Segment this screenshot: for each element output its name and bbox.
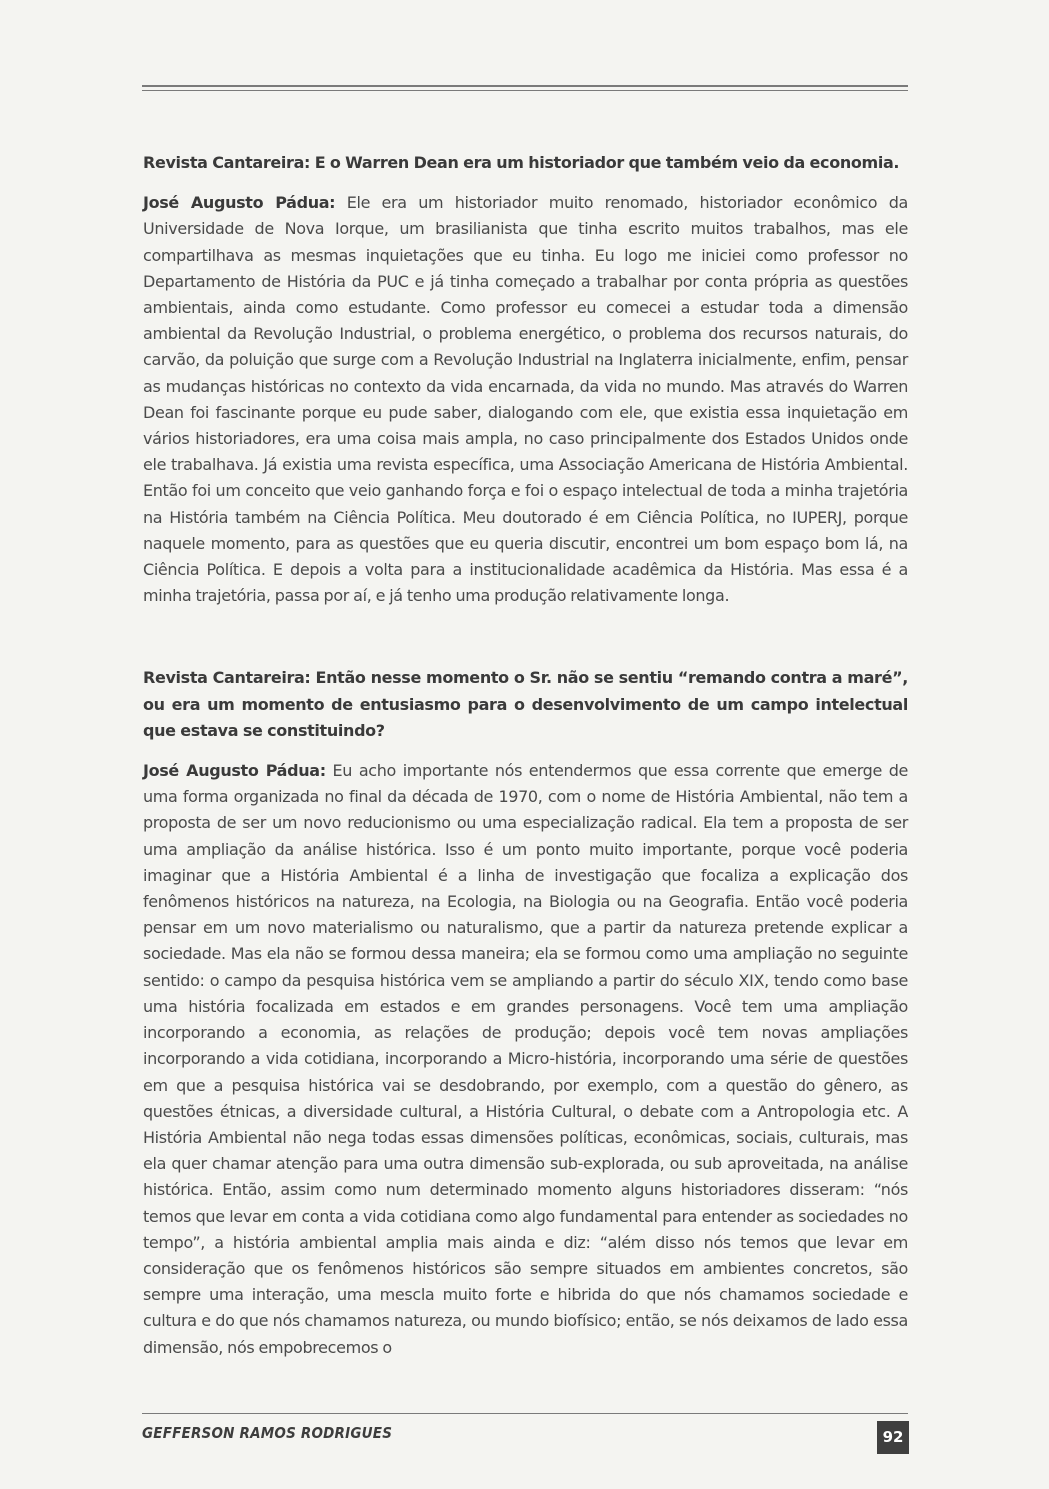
interview-body: [143, 150, 908, 1361]
interview-question-2: [143, 665, 908, 744]
footer-author: GEFFERSON RAMOS RODRIGUES: [142, 1424, 393, 1442]
interview-answer-2: [143, 758, 908, 1361]
question-speaker: Revista Cantareira:: [143, 153, 311, 172]
answer-text: Eu acho importante nós entendermos que essa corrente que emerge de uma forma organizada no final da década de 1970, com o nome de História Ambiental, não tem a proposta de ser um novo reducionismo ou uma especialização radical. Ela tem a proposta de ser uma ampliação da análise histórica. Isso é um ponto muito importante, porque você poderia imaginar que a História Ambiental é a linha de investigação que focaliza a explicação dos fenômenos históricos na natureza, na Ecologia, na Biologia ou na Geografia. Então você poderia pensar em um novo materialismo ou naturalismo, que a partir da natureza pretende explicar a sociedade. Mas ela não se formou dessa maneira; ela se formou como uma ampliação no seguinte sentido: o campo da pesquisa histórica vem se ampliando a partir do século XIX, tendo como base uma história focalizada em estados e em grandes personagens. Você tem uma ampliação incorporando a economia, as relações de produção; depois você tem novas ampliações incorporando a vida cotidiana, incorporando a Micro-história, incorporando uma série de questões em que a pesquisa histórica vai se desdobrando, por exemplo, com a questão do gênero, as questões étnicas, a diversidade cultural, a História Cultural, o debate com a Antropologia etc. A História Ambiental não nega todas essas dimensões políticas, econômicas, sociais, culturais, mas ela quer chamar atenção para uma outra dimensão sub-explorada, ou sub aproveitada, na análise histórica. Então, assim como num determinado momento alguns historiadores disseram: “nós temos que levar em conta a vida cotidiana como algo fundamental para entender as sociedades no tempo”, a história ambiental amplia mais ainda e diz: “além disso nós temos que levar em consideração que os fenômenos históricos são sempre situados em ambientes concretos, são sempre uma interação, uma mescla muito forte e hibrida do que nós chamamos sociedade e cultura e do que nós chamamos natureza, ou mundo biofísico; então, se nós deixamos de lado essa dimensão, nós empobrecemos o: [143, 761, 909, 1357]
answer-speaker: José Augusto Pádua:: [143, 193, 336, 213]
page-number: 92: [877, 1421, 909, 1454]
answer-speaker: José Augusto Pádua:: [143, 761, 326, 781]
question-text: E o Warren Dean era um historiador que também veio da economia.: [310, 153, 900, 172]
footer-rule: [142, 1413, 908, 1414]
interview-question-1: [143, 150, 908, 176]
question-speaker: Revista Cantareira:: [143, 668, 311, 688]
answer-text: Ele era um historiador muito renomado, historiador econômico da Universidade de Nova Iorque, um brasilianista que tinha escrito muitos trabalhos, mas ele compartilhava as mesmas inquietações que eu tinha. Eu logo me iniciei como professor no Departamento de História da PUC e já tinha começado a trabalhar por conta própria as questões ambientais, ainda como estudante. Como professor eu comecei a estudar toda a dimensão ambiental da Revolução Industrial, o problema energético, o problema dos recursos naturais, do carvão, da poluição que surge com a Revolução Industrial na Inglaterra inicialmente, enfim, pensar as mudanças históricas no contexto da vida encarnada, da vida no mundo. Mas através do Warren Dean foi fascinante porque eu pude saber, dialogando com ele, que existia essa inquietação em vários historiadores, era uma coisa mais ampla, no caso principalmente dos Estados Unidos onde ele trabalhava. Já existia uma revista específica, uma Associação Americana de História Ambiental. Então foi um conceito que veio ganhando força e foi o espaço intelectual de toda a minha trajetória na História também na Ciência Política. Meu doutorado é em Ciência Política, no IUPERJ, porque naquele momento, para as questões que eu queria discutir, encontrei um bom espaço bom lá, na Ciência Política. E depois a volta para a institucionalidade acadêmica da História. Mas essa é a minha trajetória, passa por aí, e já tenho uma produção relativamente longa.: [143, 193, 908, 606]
interview-answer-1: [143, 190, 908, 609]
header-double-rule: [142, 85, 908, 91]
question-text: Então nesse momento o Sr. não se sentiu “remando contra a maré”, ou era um momento de entusiasmo para o desenvolvimento de um campo intelectual que estava se constituindo?: [143, 668, 908, 740]
